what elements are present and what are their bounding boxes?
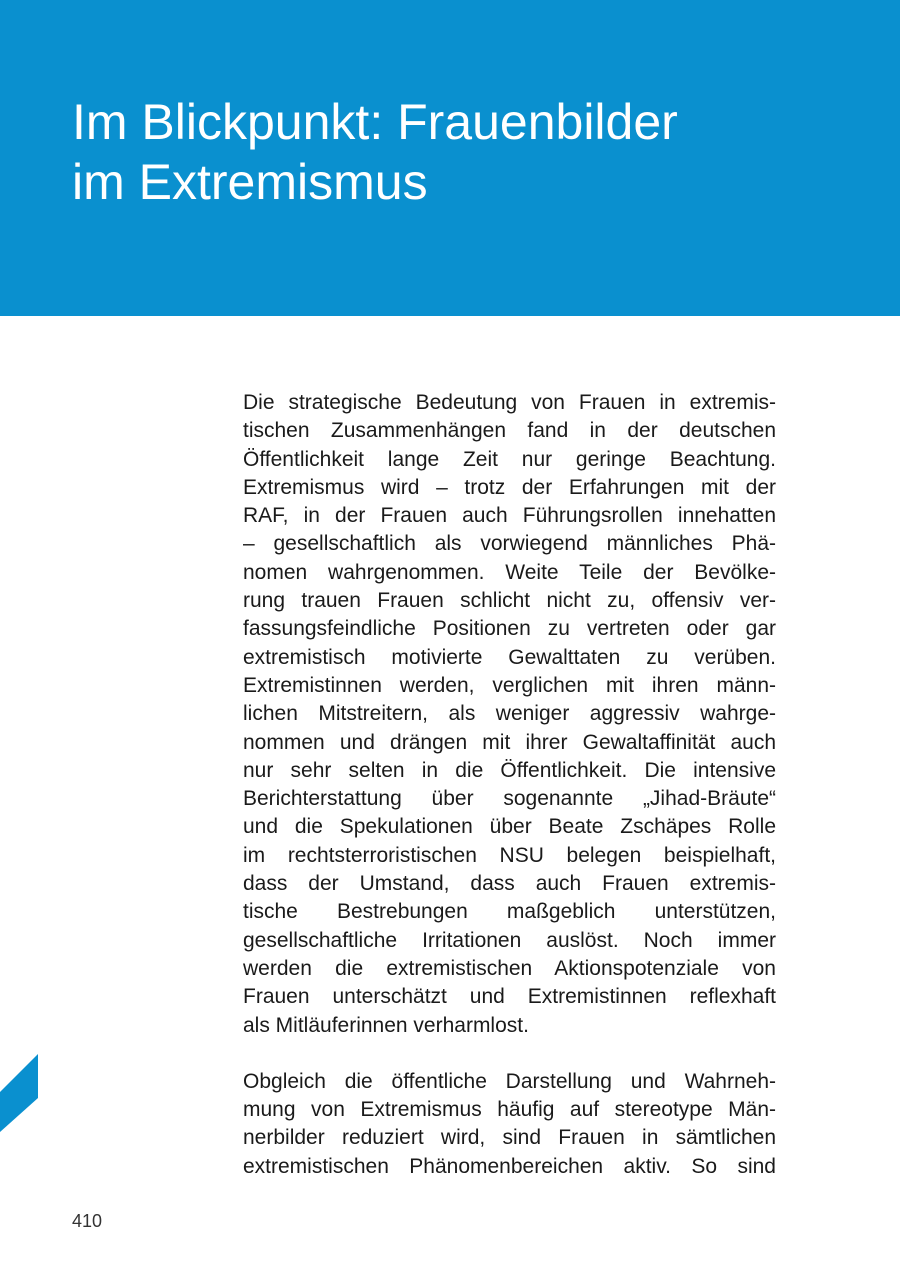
text-line: nerbilder reduziert wird, sind Frauen in sämtlichen xyxy=(243,1126,776,1150)
text-line: Frauen unterschätzt und Extremistinnen reflexhaft xyxy=(243,985,776,1009)
text-line: extremistischen Phänomenbereichen aktiv. So sind xyxy=(243,1154,776,1178)
title-line: im Extremismus xyxy=(72,154,428,210)
text-line: mung von Extremismus häufig auf stereotype Män- xyxy=(243,1098,776,1122)
text-line: fassungsfeindliche Positionen zu vertreten oder gar xyxy=(243,617,776,641)
text-line: RAF, in der Frauen auch Führungsrollen innehatten xyxy=(243,504,776,528)
text-line: tischen Zusammenhängen fand in der deutschen xyxy=(243,419,776,443)
text-line: werden die extremistischen Aktionspotenziale von xyxy=(243,956,776,980)
text-line: Berichterstattung über sogenannte „Jihad-Bräute“ xyxy=(243,787,776,811)
text-line: lichen Mitstreitern, als weniger aggressiv wahrge- xyxy=(243,702,776,726)
text-line: im rechtsterroristischen NSU belegen beispielhaft, xyxy=(243,843,776,867)
text-line: Obgleich die öffentliche Darstellung und Wahrneh- xyxy=(243,1069,776,1093)
text-line: Öffentlichkeit lange Zeit nur geringe Beachtung. xyxy=(243,447,776,471)
page-title xyxy=(72,92,852,212)
text-line: Extremismus wird – trotz der Erfahrungen mit der xyxy=(243,475,776,499)
text-line: nur sehr selten in die Öffentlichkeit. Die intensive xyxy=(243,758,776,782)
text-line: gesellschaftliche Irritationen auslöst. Noch immer xyxy=(243,928,776,952)
text-line: und die Spekulationen über Beate Zschäpes Rolle xyxy=(243,815,776,839)
body-text xyxy=(243,389,776,1209)
text-line: Extremistinnen werden, verglichen mit ihren männ- xyxy=(243,673,776,697)
text-line: dass der Umstand, dass auch Frauen extremis- xyxy=(243,872,776,896)
text-line: Die strategische Bedeutung von Frauen in extremis- xyxy=(243,391,776,414)
text-line: nomen wahrgenommen. Weite Teile der Bevölke- xyxy=(243,560,776,584)
corner-accent-shape xyxy=(0,1052,38,1132)
text-line: rung trauen Frauen schlicht nicht zu, offensiv ver- xyxy=(243,589,776,613)
text-line: – gesellschaftlich als vorwiegend männliches Phä- xyxy=(243,532,776,556)
paragraph-2 xyxy=(243,1068,776,1181)
page-number: 410 xyxy=(72,1211,103,1231)
text-line: tische Bestrebungen maßgeblich unterstützen, xyxy=(243,900,776,924)
paragraph-1 xyxy=(243,389,776,1040)
text-line: nommen und drängen mit ihrer Gewaltaffinität auch xyxy=(243,730,776,754)
text-line: als Mitläuferinnen verharmlost. xyxy=(243,1013,529,1037)
text-line: extremistisch motivierte Gewalttaten zu verüben. xyxy=(243,645,776,669)
title-line: Im Blickpunkt: Frauenbilder xyxy=(72,94,678,150)
